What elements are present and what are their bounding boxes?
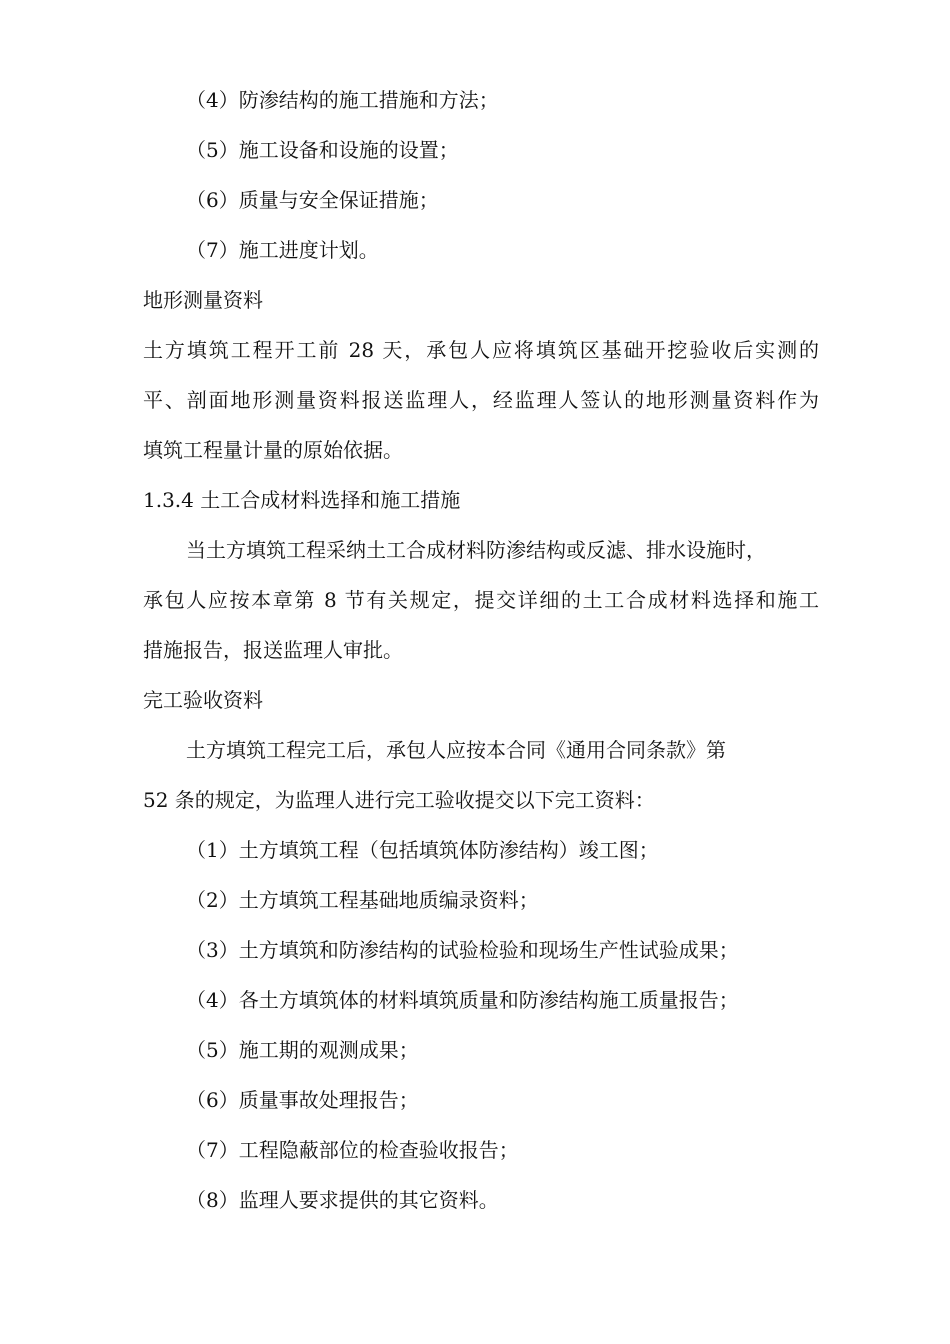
list-item: （5）施工期的观测成果； [186,1038,419,1062]
list-item: （7）施工进度计划。 [186,238,379,262]
list-item: （6）质量与安全保证措施； [186,188,439,212]
paragraph-line: 土方填筑工程完工后，承包人应按本合同《通用合同条款》第 [186,738,726,762]
list-item: （7）工程隐蔽部位的检查验收报告； [186,1138,519,1162]
list-item: （4）防渗结构的施工措施和方法； [186,88,499,112]
paragraph-line: 措施报告，报送监理人审批。 [143,638,403,662]
list-item: （4）各土方填筑体的材料填筑质量和防渗结构施工质量报告； [186,988,739,1012]
paragraph-line: 土方填筑工程开工前 28 天，承包人应将填筑区基础开挖验收后实测的 [143,338,819,362]
paragraph-line: 52 条的规定，为监理人进行完工验收提交以下完工资料： [143,788,655,812]
paragraph-line: 当土方填筑工程采纳土工合成材料防渗结构或反滤、排水设施时， [186,538,766,562]
list-item: （8）监理人要求提供的其它资料。 [186,1188,499,1212]
list-item: （2）土方填筑工程基础地质编录资料； [186,888,539,912]
section-heading-topo: 地形测量资料 [143,288,263,312]
list-item: （1）土方填筑工程（包括填筑体防渗结构）竣工图； [186,838,659,862]
paragraph-line: 承包人应按本章第 8 节有关规定，提交详细的土工合成材料选择和施工 [143,588,819,612]
list-item: （3）土方填筑和防渗结构的试验检验和现场生产性试验成果； [186,938,739,962]
section-heading-completion: 完工验收资料 [143,688,263,712]
section-heading-geosynthetics: 1.3.4 土工合成材料选择和施工措施 [143,488,461,512]
paragraph-line: 平、剖面地形测量资料报送监理人，经监理人签认的地形测量资料作为 [143,388,819,412]
paragraph-line: 填筑工程量计量的原始依据。 [143,438,403,462]
list-item: （6）质量事故处理报告； [186,1088,419,1112]
list-item: （5）施工设备和设施的设置； [186,138,459,162]
